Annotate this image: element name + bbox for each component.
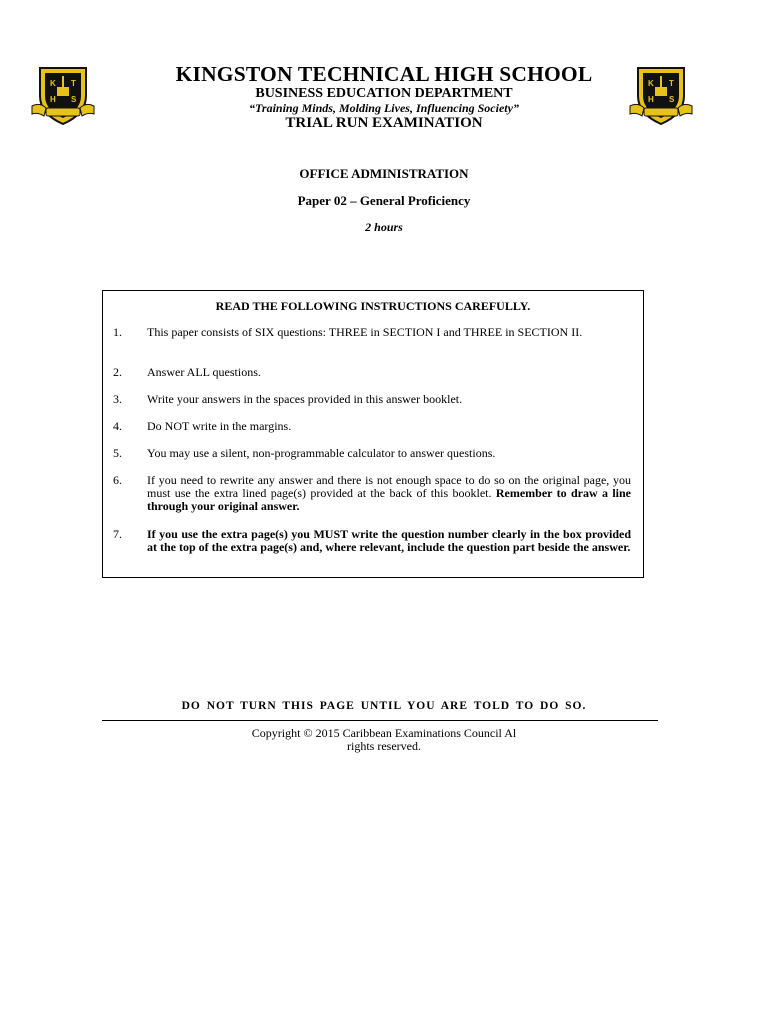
instruction-item	[113, 447, 631, 460]
instruction-text: Answer ALL questions.	[147, 365, 261, 379]
exam-duration: 2 hours	[365, 220, 403, 234]
crest-letter: H	[648, 95, 654, 104]
instruction-number: 4.	[113, 419, 122, 433]
copyright-line: Copyright © 2015 Caribbean Examinations Council Al	[251, 726, 517, 740]
copyright-notice	[210, 727, 558, 753]
instruction-text: Write your answers in the spaces provided in this answer booklet.	[147, 392, 463, 406]
instruction-number: 7.	[113, 527, 122, 541]
school-motto: “Training Minds, Molding Lives, Influencing Society”	[249, 101, 519, 115]
crest-letter: K	[648, 79, 654, 88]
instruction-text: This paper consists of SIX questions: THREE in SECTION I and THREE in SECTION II.	[147, 325, 583, 339]
footer-divider	[102, 720, 658, 721]
instruction-text: You may use a silent, non-programmable calculator to answer questions.	[147, 446, 496, 460]
instruction-number: 2.	[113, 365, 122, 379]
copyright-line: rights reserved.	[347, 739, 421, 753]
instruction-item	[113, 366, 631, 379]
instruction-number: 6.	[113, 473, 122, 487]
subject-title: OFFICE ADMINISTRATION	[299, 166, 469, 181]
crest-letter: T	[669, 79, 674, 88]
instruction-text: If you need to rewrite any answer and there is not enough space to do so on the original page, you must use the extra lined page(s) provided at the back of this booklet.	[147, 473, 631, 500]
school-name: KINGSTON TECHNICAL HIGH SCHOOL	[175, 62, 593, 86]
crest-letter: S	[669, 95, 675, 104]
instructions-heading: READ THE FOLLOWING INSTRUCTIONS CAREFULLY.	[215, 299, 531, 313]
crest-letter: T	[71, 79, 76, 88]
instruction-text: Do NOT write in the margins.	[147, 419, 292, 433]
instruction-emphasis: Remember to draw a line through your original answer.	[147, 486, 632, 513]
instruction-number: 1.	[113, 325, 122, 339]
paper-title: Paper 02 – General Proficiency	[297, 193, 471, 208]
instruction-item	[113, 528, 631, 554]
instruction-item	[113, 393, 631, 406]
instruction-text: If you use the extra page(s) you MUST write the question number clearly in the box provided at the top of the extra page(s) and, where relevant, include the question part beside the answer.	[147, 527, 631, 554]
instruction-number: 5.	[113, 446, 122, 460]
crest-letter: K	[50, 79, 56, 88]
exam-title: TRIAL RUN EXAMINATION	[285, 115, 483, 131]
instruction-number: 3.	[113, 392, 122, 406]
crest-letter: S	[71, 95, 77, 104]
instructions-box	[102, 290, 644, 578]
instruction-item	[113, 474, 631, 513]
do-not-turn-warning: DO NOT TURN THIS PAGE UNTIL YOU ARE TOLD TO DO SO.	[181, 700, 587, 712]
instruction-item	[113, 326, 631, 339]
instruction-item	[113, 420, 631, 433]
department-name: BUSINESS EDUCATION DEPARTMENT	[255, 86, 513, 101]
crest-letter: H	[50, 95, 56, 104]
